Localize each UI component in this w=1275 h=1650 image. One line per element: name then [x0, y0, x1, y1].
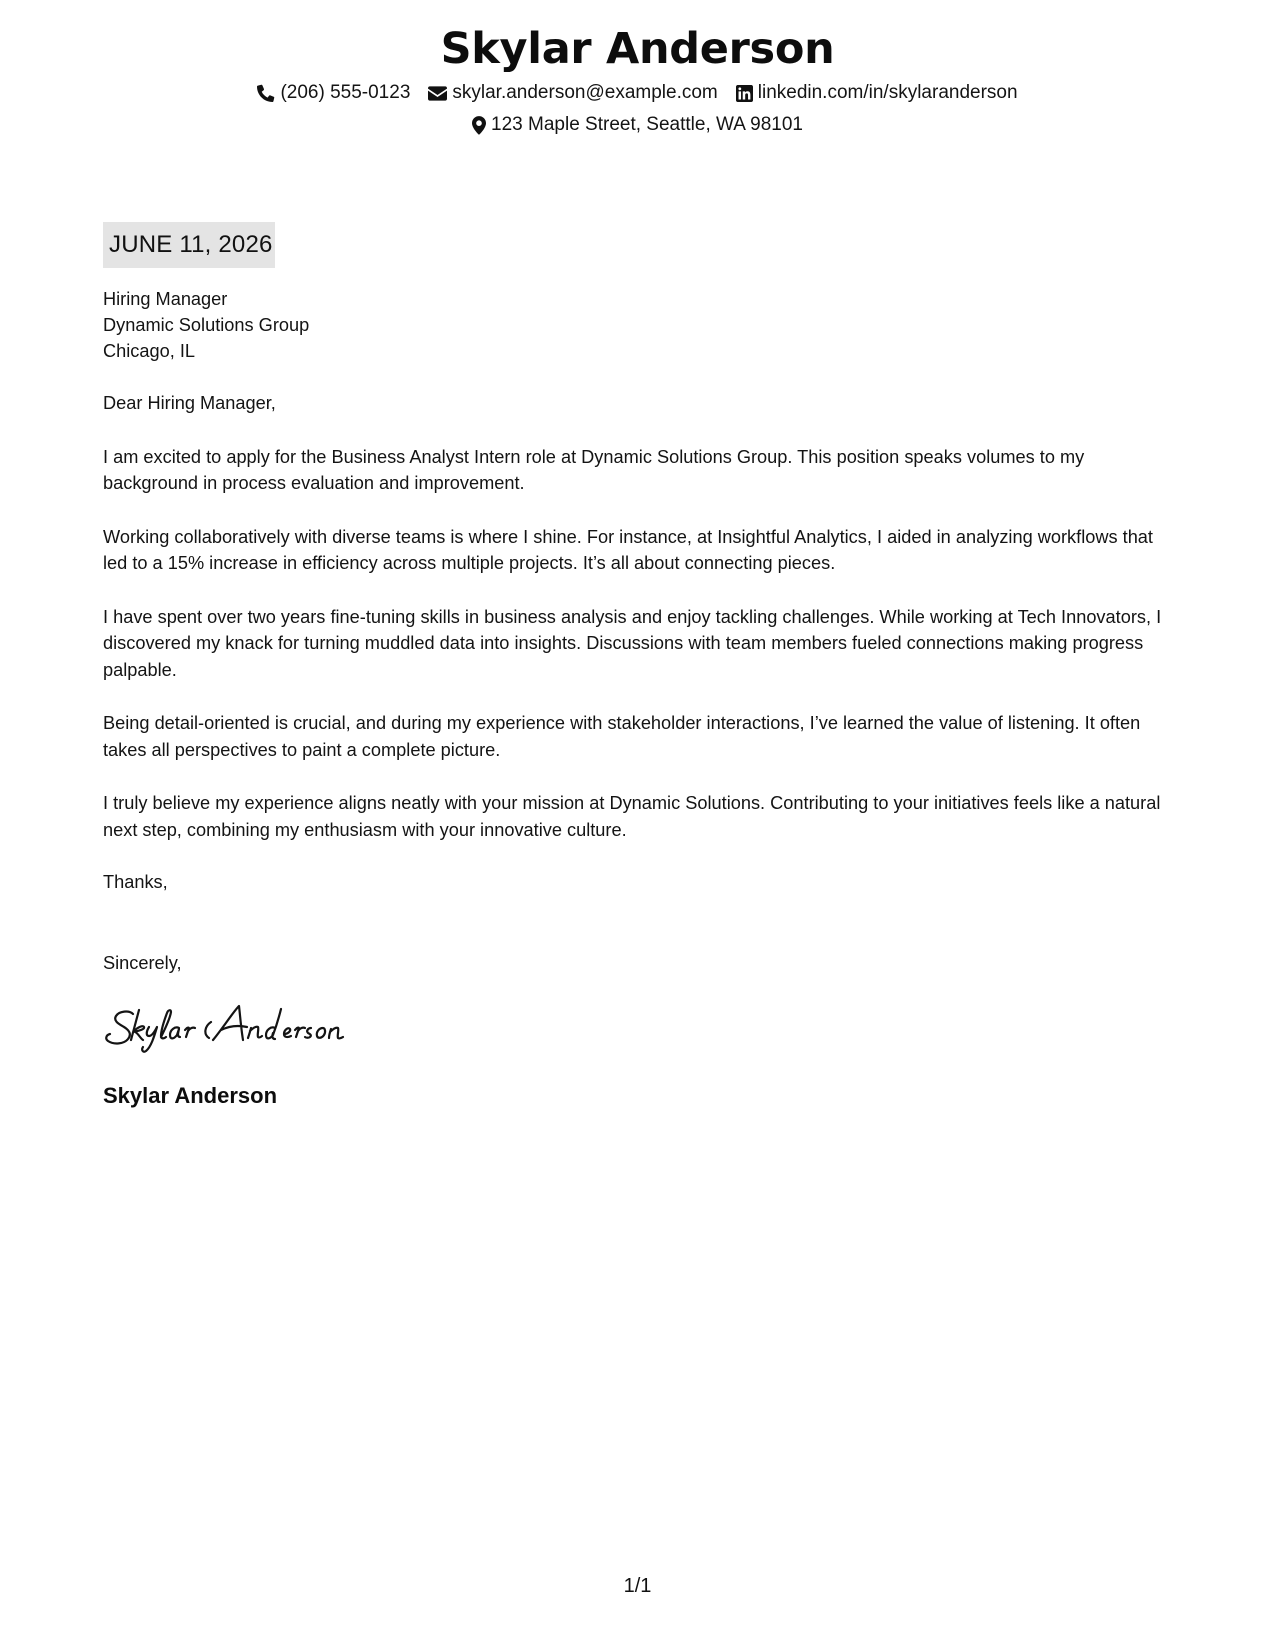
salutation: Dear Hiring Manager, — [103, 393, 276, 413]
email-address: skylar.anderson@example.com — [452, 82, 718, 103]
map-pin-icon — [472, 116, 486, 135]
letter-date: JUNE 11, 2026 — [103, 222, 275, 268]
signed-name: Skylar Anderson — [103, 1083, 278, 1108]
letter-header — [0, 20, 1275, 137]
body-paragraph: Working collaboratively with diverse teams is where I shine. For instance, at Insightful Analytics, I aided in analyzing workflows that led to a 15% increase in efficiency across multiple projects. It’s all about connecting pieces. — [103, 526, 1153, 573]
closing-line: Thanks, — [103, 872, 168, 892]
applicant-name: Skylar Anderson — [440, 24, 835, 74]
letter-body — [103, 222, 1173, 1110]
body-paragraph: I have spent over two years fine-tuning skills in business analysis and enjoy tackling challenges. While working at Tech Innovators, I discovered my knack for turning muddled data into insights. Discussions with team members fueled connections making progress palpable. — [103, 606, 1162, 680]
contact-email — [428, 81, 717, 105]
envelope-icon — [428, 86, 447, 101]
contact-line-primary — [0, 81, 1275, 105]
body-paragraph: I truly believe my experience aligns neatly with your mission at Dynamic Solutions. Contributing to your initiatives feels like a natural next step, combining my enthusiasm with your innovative culture. — [103, 793, 1161, 840]
contact-linkedin — [736, 81, 1018, 105]
recipient-block — [103, 286, 1173, 364]
phone-icon — [257, 84, 275, 102]
recipient-title: Hiring Manager — [103, 289, 228, 309]
signoff-line: Sincerely, — [103, 952, 182, 973]
linkedin-url: linkedin.com/in/skylaranderson — [757, 82, 1018, 103]
handwritten-signature — [103, 1000, 1173, 1060]
recipient-location: Chicago, IL — [103, 341, 196, 361]
signature-image — [103, 1000, 365, 1060]
body-paragraph: Being detail-oriented is crucial, and during my experience with stakeholder interactions, I’ve learned the value of listening. It often takes all perspectives to paint a complete picture. — [103, 713, 1141, 760]
body-paragraph: I am excited to apply for the Business Analyst Intern role at Dynamic Solutions Group. This position speaks volumes to my background in process evaluation and improvement. — [103, 446, 1085, 493]
phone-number: (206) 555-0123 — [280, 82, 411, 103]
street-address: 123 Maple Street, Seattle, WA 98101 — [491, 114, 803, 135]
contact-address — [472, 113, 803, 137]
contact-phone — [257, 81, 410, 105]
linkedin-icon — [736, 85, 753, 102]
contact-line-secondary — [0, 113, 1275, 137]
recipient-company: Dynamic Solutions Group — [103, 315, 310, 335]
page-number: 1/1 — [623, 1575, 652, 1597]
